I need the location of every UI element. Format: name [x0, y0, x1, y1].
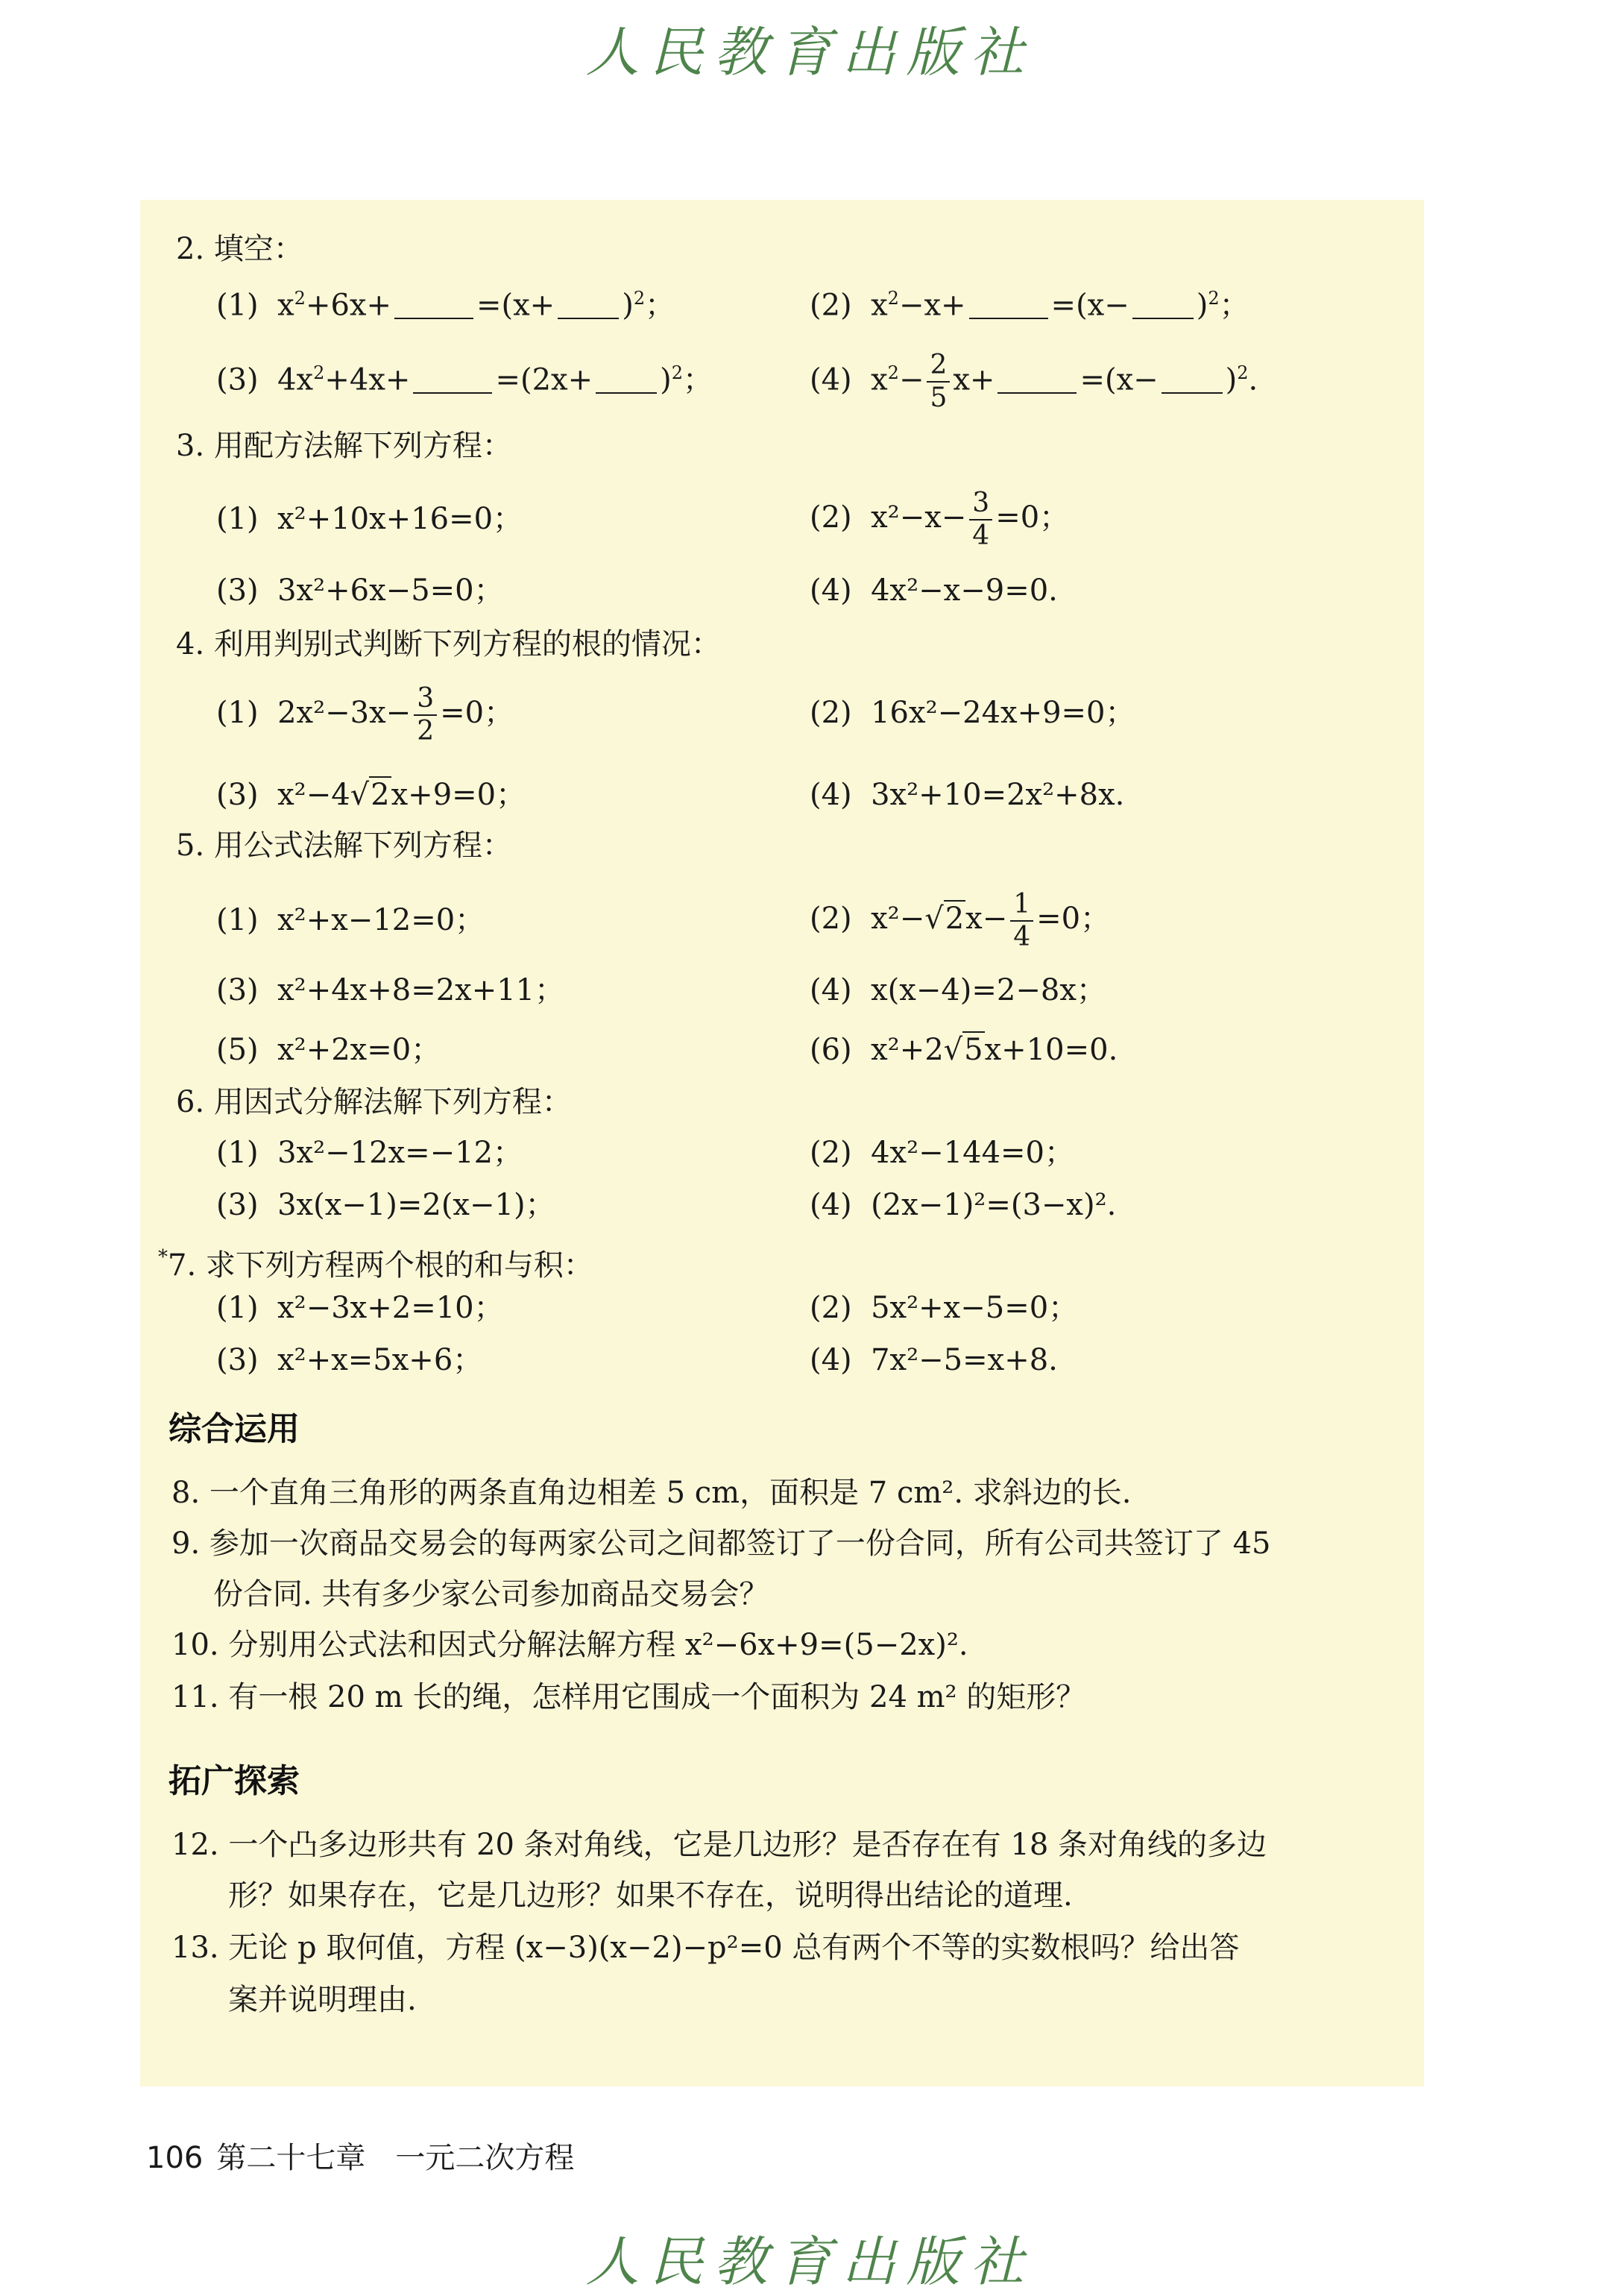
blank: [413, 362, 492, 394]
q4-label: 4. 利用判别式判断下列方程的根的情况：: [176, 627, 721, 661]
q3-part4: (4) 4x²−x−9=0.: [810, 573, 1058, 608]
q3-part3: (3) 3x²+6x−5=0；: [216, 573, 504, 608]
q3-part1: (1) x²+10x+16=0；: [216, 502, 523, 536]
q12-line1: 12. 一个凸多边形共有 20 条对角线，它是几边形？是否存在有 18 条对角线的多边: [171, 1828, 1267, 1862]
fraction: $\frac{3}{4}$: [969, 490, 992, 550]
blank: [997, 362, 1077, 394]
q7-part1: (1) x²−3x+2=10；: [216, 1291, 504, 1325]
blank: [558, 288, 619, 319]
blank: [1162, 362, 1223, 394]
q2-part3: (3) $4x^2+4x+ =(2x+ )^2$；: [216, 362, 713, 397]
q8: 8. 一个直角三角形的两条直角边相差 5 cm，面积是 7 cm². 求斜边的长.: [171, 1476, 1132, 1510]
blank: [394, 288, 473, 319]
q5-part6: (6) x²+2√5x+10=0.: [810, 1033, 1118, 1067]
q13-line1: 13. 无论 p 取何值，方程 (x−3)(x−2)−p²=0 总有两个不等的实数根吗？给出答: [171, 1931, 1240, 1965]
q7-label: *7. 求下列方程两个根的和与积：: [158, 1246, 593, 1283]
q2-part1: (1) $x^2+6x+ =(x+ )^2$；: [216, 288, 675, 323]
section-title-explore: 拓广探索: [168, 1762, 300, 1800]
q7-part3: (3) x²+x=5x+6；: [216, 1343, 483, 1377]
q4-part1: (1) 2x²−3x− $\frac{3}{2}$ =0；: [216, 683, 514, 746]
q6-part2: (2) 4x²−144=0；: [810, 1136, 1074, 1170]
q5-part1: (1) x²+x−12=0；: [216, 903, 485, 937]
q3-label: 3. 用配方法解下列方程：: [176, 429, 512, 463]
q2-label: 2. 填空：: [176, 232, 303, 266]
publisher-watermark-top: 人民教育出版社: [585, 21, 1035, 84]
q5-label: 5. 用公式法解下列方程：: [176, 828, 512, 863]
q6-part4: (4) (2x−1)²=(3−x)².: [810, 1188, 1117, 1222]
page-footer: [146, 2134, 574, 2177]
fraction: $\frac{2}{5}$: [927, 352, 950, 412]
optional-star: *: [158, 1246, 168, 1268]
q5-part2: (2) x²−√2x− $\frac{1}{4}$ =0；: [810, 889, 1111, 952]
q6-label: 6. 用因式分解法解下列方程：: [176, 1085, 572, 1119]
q2-part2: (2) $x^2-x+ =(x- )^2$；: [810, 288, 1249, 323]
q9-line2: 份合同. 共有多少家公司参加商品交易会？: [213, 1577, 769, 1611]
chapter-title: 第二十七章 一元二次方程: [216, 2141, 575, 2175]
blank: [1132, 288, 1194, 319]
q7-part4: (4) 7x²−5=x+8.: [810, 1343, 1058, 1377]
q5-part4: (4) x(x−4)=2−8x；: [810, 973, 1106, 1007]
fraction: $\frac{1}{4}$: [1010, 891, 1033, 951]
section-title-comprehensive: 综合运用: [168, 1410, 300, 1448]
q4-part3: (3) x²−4√2x+9=0；: [216, 778, 526, 812]
q7-part2: (2) 5x²+x−5=0；: [810, 1291, 1079, 1325]
q4-part4: (4) 3x²+10=2x²+8x.: [810, 778, 1125, 812]
blank: [596, 362, 657, 394]
q5-part5: (5) x²+2x=0；: [216, 1033, 441, 1067]
q6-part1: (1) 3x²−12x=−12；: [216, 1136, 523, 1170]
q9-line1: 9. 参加一次商品交易会的每两家公司之间都签订了一份合同，所有公司共签订了 45: [171, 1526, 1271, 1561]
q10: 10. 分别用公式法和因式分解法解方程 x²−6x+9=(5−2x)².: [171, 1628, 968, 1662]
q11: 11. 有一根 20 m 长的绳，怎样用它围成一个面积为 24 m² 的矩形？: [171, 1680, 1086, 1714]
q6-part3: (3) 3x(x−1)=2(x−1)；: [216, 1188, 555, 1222]
q2-part4: (4) $x^2-$ $\frac{2}{5}$ $x+ =(x- )^2$.: [810, 350, 1258, 414]
page-number: 106: [146, 2141, 204, 2175]
q13-line2: 案并说明理由.: [228, 1983, 417, 2017]
q3-part2: (2) x²−x− $\frac{3}{4}$ =0；: [810, 488, 1070, 551]
q4-part2: (2) 16x²−24x+9=0；: [810, 696, 1135, 730]
q12-line2: 形？如果存在，它是几边形？如果不存在，说明得出结论的道理.: [228, 1878, 1073, 1913]
publisher-watermark-bottom: 人民教育出版社: [585, 2230, 1035, 2293]
fraction: $\frac{3}{2}$: [414, 685, 437, 745]
blank: [969, 288, 1048, 319]
q5-part3: (3) x²+4x+8=2x+11；: [216, 973, 565, 1007]
